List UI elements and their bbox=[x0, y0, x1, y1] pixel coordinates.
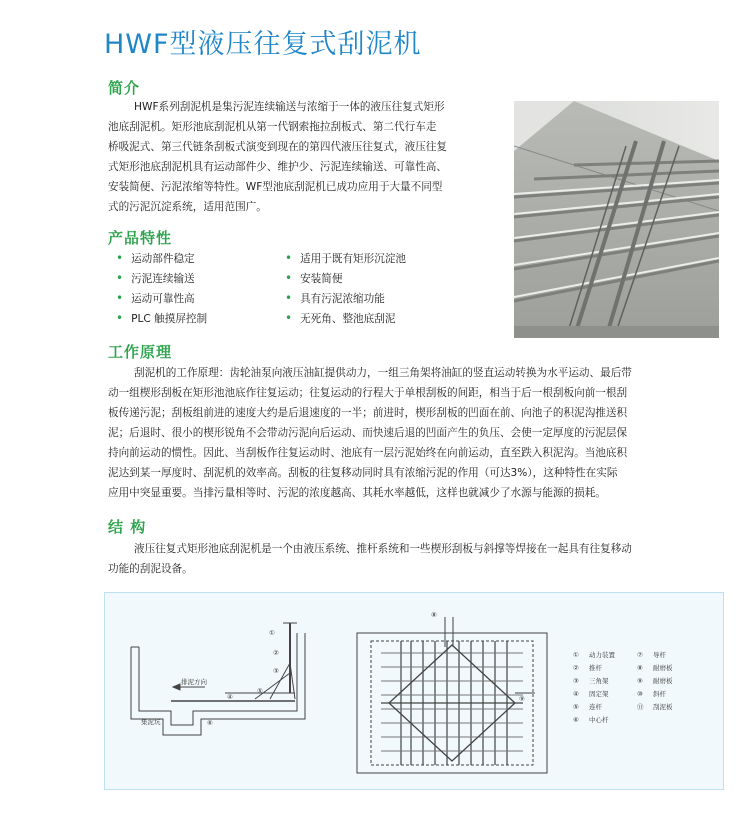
feature-item: • 运动部件稳定 bbox=[116, 251, 195, 265]
bullet-icon: • bbox=[116, 271, 124, 285]
intro-line: 池底刮泥机。矩形池底刮泥机从第一代钢索拖拉刮板式、第二代行车走 bbox=[108, 121, 437, 133]
legend-num: ⑨ bbox=[637, 677, 643, 685]
legend-text: 连杆 bbox=[589, 703, 602, 711]
intro-heading: 简介 bbox=[108, 79, 141, 97]
legend-num: ② bbox=[573, 664, 579, 672]
equipment-photo bbox=[514, 101, 719, 338]
structure-heading: 结 构 bbox=[108, 518, 147, 536]
legend-text: 刮泥板 bbox=[653, 703, 673, 711]
bullet-icon: • bbox=[285, 251, 293, 265]
legend-text: 推杆 bbox=[589, 664, 602, 672]
marker-1: ① bbox=[269, 629, 275, 637]
legend-text: 固定架 bbox=[589, 690, 609, 698]
structure-line: 液压往复式矩形池底刮泥机是一个由液压系统、推杆系统和一些楔形刮板与斜撑等焊接在一起具有往复移动 bbox=[134, 543, 632, 555]
principle-line: 刮泥机的工作原理：齿轮油泵向液压油缸提供动力，一组三角架将油缸的竖直运动转换为水平运动、最后带 bbox=[134, 367, 632, 379]
marker-6: ⑥ bbox=[207, 719, 213, 727]
feature-item: • 具有污泥浓缩功能 bbox=[285, 291, 385, 305]
legend-num: ⑥ bbox=[573, 716, 579, 724]
feature-item: • 无死角、整池底刮泥 bbox=[285, 311, 396, 325]
intro-line: 桥吸泥式、第三代链条刮板式演变到现在的第四代液压往复式，液压往复 bbox=[108, 141, 447, 153]
structure-diagram bbox=[104, 592, 724, 790]
intro-line: 式的污泥沉淀系统，适用范围广。 bbox=[108, 201, 267, 213]
feature-item: • 适用于既有矩形沉淀池 bbox=[285, 251, 407, 265]
bullet-icon: • bbox=[116, 311, 124, 325]
bullet-icon: • bbox=[285, 291, 293, 305]
feature-item: • 污泥连续输送 bbox=[116, 271, 195, 285]
page-title: HWF型液压往复式刮泥机 bbox=[104, 29, 422, 60]
intro-line: 安装简便、污泥浓缩等特性。WF型池底刮泥机已成功应用于大量不同型 bbox=[108, 181, 443, 193]
legend-num: ⑦ bbox=[637, 651, 643, 659]
marker-4: ④ bbox=[227, 693, 233, 701]
principle-heading: 工作原理 bbox=[108, 343, 173, 361]
legend-num: ④ bbox=[573, 690, 579, 698]
principle-line: 动一组楔形刮板在矩形池池底作往复运动；往复运动的行程大于单根刮板的间距，相当于后一根刮板向前一根刮 bbox=[108, 387, 628, 399]
principle-line: 泥；后退时、很小的楔形锐角不会带动污泥向后运动、而快速后退的凹面产生的负压、会使一定厚度的污泥层保 bbox=[108, 427, 628, 439]
legend-text: 耐磨板 bbox=[653, 677, 673, 685]
legend-text: 耐磨板 bbox=[653, 664, 673, 672]
marker-3: ③ bbox=[273, 667, 279, 675]
plan-marker-top: ⑧ bbox=[431, 611, 437, 619]
legend-num: ① bbox=[573, 651, 579, 659]
bullet-icon: • bbox=[285, 311, 293, 325]
diagram-legend bbox=[573, 650, 673, 724]
feature-item: • 运动可靠性高 bbox=[116, 291, 195, 305]
plan-marker-right: ⑨ bbox=[519, 695, 525, 703]
feature-item: • PLC 触摸屏控制 bbox=[116, 311, 208, 325]
bullet-icon: • bbox=[116, 291, 124, 305]
principle-line: 应用中突显重要。当排污量相等时、污泥的浓度越高、其耗水率越低，这样也就减少了水源与能源的损耗。 bbox=[108, 487, 606, 499]
legend-text: 斜杆 bbox=[653, 690, 666, 698]
legend-num: ⑧ bbox=[637, 664, 643, 672]
intro-line: 式矩形池底刮泥机具有运动部件少、维护少、污泥连续输送、可靠性高、 bbox=[108, 161, 447, 173]
legend-num: ⑪ bbox=[637, 703, 644, 711]
legend-text: 动力装置 bbox=[589, 651, 615, 659]
legend-text: 三角架 bbox=[589, 677, 609, 685]
marker-5: ⑤ bbox=[257, 687, 263, 695]
legend-text: 导杆 bbox=[653, 651, 666, 659]
flow-direction-label: 排泥方向 bbox=[181, 678, 207, 686]
principle-line: 持向前运动的惯性。因此、当刮板作往复运动时、池底有一层污泥始终在向前运动，直至跌入积泥沟。当池底积 bbox=[108, 447, 628, 459]
principle-line: 泥达到某一厚度时、刮泥机的效率高。刮板的往复移动同时具有浓缩污泥的作用（可达3%），这种特性在实际 bbox=[108, 467, 618, 479]
legend-text: 中心杆 bbox=[589, 716, 609, 724]
sludge-pit-label: 集泥坑 bbox=[141, 718, 161, 726]
marker-2: ② bbox=[273, 649, 279, 657]
legend-num: ⑩ bbox=[637, 690, 643, 698]
bullet-icon: • bbox=[116, 251, 124, 265]
structure-line: 功能的刮泥设备。 bbox=[108, 563, 193, 575]
feature-item: • 安装简便 bbox=[285, 271, 343, 285]
features-heading: 产品特性 bbox=[108, 229, 173, 247]
legend-num: ⑤ bbox=[573, 703, 579, 711]
intro-line: HWF系列刮泥机是集污泥连续输送与浓缩于一体的液压往复式矩形 bbox=[134, 101, 445, 113]
principle-line: 板传递污泥；刮板组前进的速度大约是后退速度的一半；前进时，楔形刮板的凹面在前、向池子的积泥沟推送积 bbox=[108, 407, 628, 419]
legend-num: ③ bbox=[573, 677, 579, 685]
bullet-icon: • bbox=[285, 271, 293, 285]
